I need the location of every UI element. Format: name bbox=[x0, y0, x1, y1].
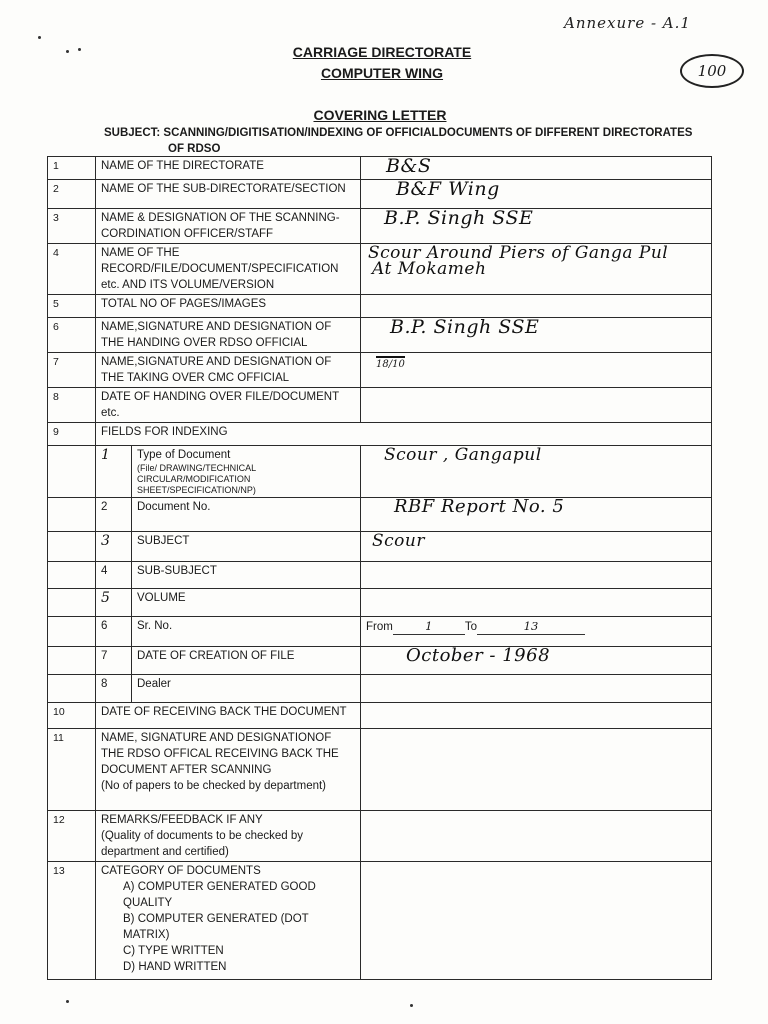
dealer-field[interactable] bbox=[361, 675, 712, 703]
coordination-officer-field[interactable] bbox=[361, 209, 712, 244]
indexing-row bbox=[48, 675, 712, 703]
handwritten-value: At Mokameh bbox=[372, 259, 487, 279]
form-row bbox=[48, 209, 712, 244]
spacer-cell bbox=[48, 446, 96, 498]
index-number: 7 bbox=[96, 647, 132, 675]
row-label: NAME OF THE DIRECTORATE bbox=[96, 157, 361, 180]
spacer-cell bbox=[48, 532, 96, 562]
row-label-text: REMARKS/FEEDBACK IF ANY bbox=[101, 814, 263, 826]
form-row bbox=[48, 180, 712, 209]
row-label-note: (No of papers to be checked by department) bbox=[101, 780, 327, 792]
indexing-row bbox=[48, 617, 712, 647]
row-number: 3 bbox=[48, 209, 96, 244]
index-number: 3 bbox=[96, 532, 132, 562]
indexing-row bbox=[48, 446, 712, 498]
index-label bbox=[132, 446, 361, 498]
indexing-row bbox=[48, 532, 712, 562]
category-item[interactable]: B) COMPUTER GENERATED (DOT MATRIX) bbox=[123, 913, 309, 941]
row-number: 11 bbox=[48, 729, 96, 811]
row-label: TOTAL NO OF PAGES/IMAGES bbox=[96, 295, 361, 318]
handwritten-value: B&F Wing bbox=[396, 178, 500, 200]
receiving-official-field[interactable] bbox=[361, 729, 712, 811]
row-label-text: NAME, SIGNATURE AND DESIGNATIONOF THE RDSO OFFICAL RECEIVING BACK THE DOCUMENT AFTER SCANNING bbox=[101, 732, 339, 776]
row-number: 6 bbox=[48, 318, 96, 353]
index-label: SUBJECT bbox=[132, 532, 361, 562]
annexure-label: Annexure - A.1 bbox=[564, 14, 691, 32]
category-item[interactable]: D) HAND WRITTEN bbox=[123, 961, 227, 973]
category-item[interactable]: C) TYPE WRITTEN bbox=[123, 945, 224, 957]
category-item[interactable]: A) COMPUTER GENERATED GOOD QUALITY bbox=[123, 881, 316, 909]
index-number: 4 bbox=[96, 562, 132, 589]
index-number: 5 bbox=[96, 589, 132, 617]
from-label: From bbox=[366, 621, 393, 633]
index-label: VOLUME bbox=[132, 589, 361, 617]
spacer-cell bbox=[48, 562, 96, 589]
form-row bbox=[48, 423, 712, 446]
row-number: 5 bbox=[48, 295, 96, 318]
row-label: DATE OF RECEIVING BACK THE DOCUMENT bbox=[96, 703, 361, 729]
row-number: 4 bbox=[48, 244, 96, 295]
indexing-row bbox=[48, 589, 712, 617]
page-number: 100 bbox=[680, 54, 744, 88]
indexing-row bbox=[48, 562, 712, 589]
form-row bbox=[48, 862, 712, 980]
index-label: Sr. No. bbox=[132, 617, 361, 647]
row-number: 9 bbox=[48, 423, 96, 446]
record-name-field[interactable] bbox=[361, 244, 712, 295]
row-label: NAME OF THE SUB-DIRECTORATE/SECTION bbox=[96, 180, 361, 209]
row-label bbox=[96, 862, 361, 980]
spacer-cell bbox=[48, 589, 96, 617]
document-subtitle: COMPUTER WING bbox=[320, 65, 444, 81]
handwritten-value: Scour Around Piers of Ganga Pul bbox=[368, 243, 669, 263]
index-number: 8 bbox=[96, 675, 132, 703]
form-row bbox=[48, 318, 712, 353]
index-label: DATE OF CREATION OF FILE bbox=[132, 647, 361, 675]
form-row bbox=[48, 388, 712, 423]
form-row bbox=[48, 295, 712, 318]
total-pages-field[interactable] bbox=[361, 295, 712, 318]
handwritten-value: B&S bbox=[386, 155, 432, 177]
form-row bbox=[48, 353, 712, 388]
spacer-cell bbox=[48, 647, 96, 675]
row-label: FIELDS FOR INDEXING bbox=[96, 423, 712, 446]
indexing-row bbox=[48, 498, 712, 532]
index-label-note: (File/ DRAWING/TECHNICAL CIRCULAR/MODIFICATION SHEET/SPECIFICATION/NP) bbox=[137, 463, 256, 495]
sub-directorate-field[interactable] bbox=[361, 180, 712, 209]
remarks-field[interactable] bbox=[361, 811, 712, 862]
creation-date-field[interactable] bbox=[361, 647, 712, 675]
form-row bbox=[48, 244, 712, 295]
handwritten-value: RBF Report No. 5 bbox=[394, 496, 565, 517]
row-label bbox=[96, 811, 361, 862]
sub-subject-field[interactable] bbox=[361, 562, 712, 589]
row-label-note: (Quality of documents to be checked by department and certified) bbox=[101, 830, 303, 858]
handing-over-date-field[interactable] bbox=[361, 388, 712, 423]
row-number: 8 bbox=[48, 388, 96, 423]
document-title: CARRIAGE DIRECTORATE bbox=[292, 44, 472, 60]
subject-field[interactable] bbox=[361, 532, 712, 562]
index-label-text: Type of Document bbox=[137, 449, 231, 461]
handwritten-value: October - 1968 bbox=[406, 645, 551, 666]
index-label: SUB-SUBJECT bbox=[132, 562, 361, 589]
index-number: 2 bbox=[96, 498, 132, 532]
handwritten-value: Scour bbox=[372, 531, 425, 551]
spacer-cell bbox=[48, 617, 96, 647]
row-label bbox=[96, 729, 361, 811]
indexing-row bbox=[48, 647, 712, 675]
handwritten-value: Scour , Gangapul bbox=[384, 445, 542, 465]
row-label: NAME & DESIGNATION OF THE SCANNING-CORDINATION OFFICER/STAFF bbox=[96, 209, 361, 244]
handwritten-value: B.P. Singh SSE bbox=[390, 316, 540, 338]
receiving-back-date-field[interactable] bbox=[361, 703, 712, 729]
form-row bbox=[48, 811, 712, 862]
index-number: 1 bbox=[96, 446, 132, 498]
row-number: 2 bbox=[48, 180, 96, 209]
scan-speck bbox=[66, 1000, 69, 1003]
directorate-field[interactable] bbox=[361, 157, 712, 180]
row-label: NAME,SIGNATURE AND DESIGNATION OF THE HANDING OVER RDSO OFFICIAL bbox=[96, 318, 361, 353]
row-label-text: CATEGORY OF DOCUMENTS bbox=[101, 865, 261, 877]
form-row bbox=[48, 157, 712, 180]
row-label: NAME OF THE RECORD/FILE/DOCUMENT/SPECIFICATION etc. AND ITS VOLUME/VERSION bbox=[96, 244, 361, 295]
form-row bbox=[48, 703, 712, 729]
row-number: 13 bbox=[48, 862, 96, 980]
to-value[interactable]: 13 bbox=[477, 618, 585, 635]
handing-over-official-field[interactable] bbox=[361, 318, 712, 353]
row-label: NAME,SIGNATURE AND DESIGNATION OF THE TAKING OVER CMC OFFICIAL bbox=[96, 353, 361, 388]
index-label: Dealer bbox=[132, 675, 361, 703]
document-number-field[interactable] bbox=[361, 498, 712, 532]
subject-line-2: OF RDSO bbox=[168, 143, 221, 155]
volume-field[interactable] bbox=[361, 589, 712, 617]
subject-line bbox=[104, 125, 734, 157]
subject-line-1: SUBJECT: SCANNING/DIGITISATION/INDEXING OF OFFICIALDOCUMENTS OF DIFFERENT DIRECTORATES bbox=[104, 127, 693, 139]
covering-letter-form bbox=[47, 156, 712, 980]
spacer-cell bbox=[48, 498, 96, 532]
to-label: To bbox=[464, 621, 477, 633]
index-number: 6 bbox=[96, 617, 132, 647]
index-label: Document No. bbox=[132, 498, 361, 532]
letter-title: COVERING LETTER bbox=[313, 107, 447, 123]
from-value[interactable]: 1 bbox=[393, 618, 465, 635]
category-field[interactable] bbox=[361, 862, 712, 980]
row-number: 10 bbox=[48, 703, 96, 729]
row-number: 12 bbox=[48, 811, 96, 862]
scan-speck bbox=[38, 36, 41, 39]
row-number: 1 bbox=[48, 157, 96, 180]
taking-over-official-field[interactable] bbox=[361, 353, 712, 388]
category-list bbox=[101, 879, 355, 975]
signature-scribble: 18/10 bbox=[376, 356, 405, 370]
serial-range-field[interactable] bbox=[361, 617, 712, 647]
form-row bbox=[48, 729, 712, 811]
scan-speck bbox=[410, 1004, 413, 1007]
row-number: 7 bbox=[48, 353, 96, 388]
handwritten-value: B.P. Singh SSE bbox=[384, 207, 534, 229]
document-type-field[interactable] bbox=[361, 446, 712, 498]
row-label: DATE OF HANDING OVER FILE/DOCUMENT etc. bbox=[96, 388, 361, 423]
spacer-cell bbox=[48, 675, 96, 703]
